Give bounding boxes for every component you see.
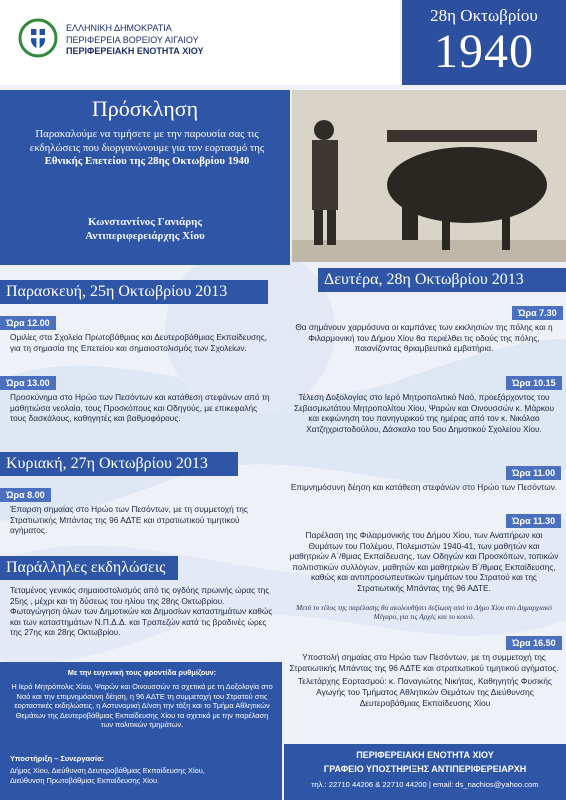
monday-time-5: Ώρα 16.50 (506, 636, 562, 650)
invitation-title: Πρόσκληση (91, 96, 199, 121)
invitation-text: Παρακαλούμε να τιμήσετε με την παρουσία σας τις εκδηλώσεις που διοργανώνουμε για τον εορτασμό της (29, 128, 265, 154)
parallel-banner: Παράλληλες εκδηλώσεις (0, 556, 178, 580)
gov-line-2: ΠΕΡΙΦΕΡΕΙΑ ΒΟΡΕΙΟΥ ΑΙΓΑΙΟΥ (66, 34, 199, 45)
ceremony-coordinator: Τελετάρχης Εορτασμού: κ. Παναγιώτης Νικήτας, Καθηγητής Φυσικής Αγωγής του Τμήματος Αθλητικών Θεμάτων της Διεύθυνσης Δευτεροβάθμιας Εκπαίδευσης Χίου (298, 676, 552, 708)
friday-event-2: Προσκύνημα στο Ηρώο των Πεσόντων και κατάθεση στεφάνων από τη μαθητιώσα νεολαία, τους Προσκόπους και Οδηγούς, με επικεφαλής τους δασκάλους, καθηγητές και βαθμοφόρους. (10, 392, 270, 424)
monday-time-3: Ώρα 11.00 (506, 466, 561, 480)
monday-time-2: Ώρα 10.15 (506, 376, 562, 390)
date-box (402, 0, 566, 85)
sunday-event-1: Έπαρση σημαίας στο Ηρώο των Πεσόντων, με τη συμμετοχή της Στρατιωτικής Μπάντας της 96 ΑΔΤΕ και στρατιωτικού τιμητικού αγήματος. (10, 504, 248, 536)
invitation-body (14, 128, 280, 169)
footer-line-2: ΓΡΑΦΕΙΟ ΥΠΟΣΤΗΡΙΞΗΣ ΑΝΤΙΠΕΡΙΦΕΡΕΙΑΡΧΗ (323, 764, 527, 774)
monday-time-1: Ώρα 7.30 (512, 306, 563, 320)
signature-name: Κωνσταντίνος Γανιάρης (87, 216, 203, 228)
monday-reception-note: Μετά το τέλος της παρέλασης θα ακολουθήσει δεξίωση από το Δήμο Χίου στο Δημαρχιακό Μέγαρο, για τις Αρχές και το κοινό. (296, 604, 552, 621)
invitation-signature (0, 216, 290, 243)
sunday-time-1: Ώρα 8.00 (0, 488, 51, 502)
signature-title: Αντιπεριφερειάρχης Χίου (85, 229, 205, 242)
monday-event-3: Επιμνημόσυνη δέηση και κατάθεση στεφάνων στο Ηρώο των Πεσόντων. (290, 482, 558, 492)
government-title (66, 23, 204, 58)
credits-intro: Με την ευγενική τους φροντίδα ρυθμίζουν: (67, 668, 217, 677)
friday-event-1: Ομιλίες στα Σχολεία Πρωτοβάθμιας και Δευτεροβάθμιας Εκπαίδευσης, για τη σημασία της Επετείου και σημαιοστολισμός των Σχολείων. (10, 332, 268, 353)
friday-time-1: Ώρα 12.00 (0, 316, 56, 330)
invitation-panel (0, 90, 290, 265)
historic-photo (292, 90, 566, 262)
greek-coat-of-arms-icon (18, 18, 58, 58)
contact-footer (284, 744, 566, 800)
parallel-text: Τεταμένος γενικός σημαιοστολισμός από τις ογδόης πρωινής ώρας της 25ης , μέχρι και τη δύσεως του ηλίου της 28ης Οκτωβρίου. Φωταγώγηση όλων των Δημοτικών και Δημοσίων καταστημάτων καθώς και των καταστημάτων Ν.Π.Δ.Δ. και Τραπεζών κατά τις βραδινές ώρες της 27ης και 28ης Οκτωβρίου. (10, 585, 273, 638)
monday-event-5: Υποστολή σημαίας στο Ηρώο των Πεσόντων, με τη συμμετοχή της Στρατιωτικής Μπάντας της 96 ΑΔΤΕ και στρατιωτικού τιμητικού αγήματος. (289, 652, 559, 673)
invitation-event: Εθνικής Επετείου της 28ης Οκτωβρίου 1940 (44, 155, 250, 167)
monday-event-2: Τέλεση Δοξολογίας στο Ιερό Μητροπολιτικό Ναό, προεξάρχοντος του Σεβασμιωτάτου Μητροπολίτου Χίου, Ψαρών και Οινουσσών κ. Μάρκου και εκφώνηση του πανηγυρικού της ημέρας από τον κ. Νικόλαο Χατζηχριστοδούλου, Δάσκαλο του 5ου Δημοτικού Σχολείου Χίου. (293, 392, 555, 434)
credits-panel (0, 662, 282, 800)
gov-line-3: ΠΕΡΙΦΕΡΕΙΑΚΗ ΕΝΟΤΗΤΑ ΧΙΟΥ (66, 46, 204, 56)
footer-line-1: ΠΕΡΙΦΕΡΕΙΑΚΗ ΕΝΟΤΗΤΑ ΧΙΟΥ (356, 750, 494, 760)
monday-event-1: Θα σημάνουν χαρμόσυνα οι καμπάνες των εκκλησιών της πόλης και η Φιλαρμονική του Δήμου Χίου θα περιέλθει τις οδούς της πόλης, παιανίζοντας θριαμβευτικά εμβατήρια. (295, 322, 553, 354)
support-title: Υποστήριξη – Συνεργασία: (10, 754, 105, 763)
gov-line-1: ΕΛΛΗΝΙΚΗ ΔΗΜΟΚΡΑΤΙΑ (66, 23, 172, 33)
date-year: 1940 (434, 25, 534, 78)
friday-time-2: Ώρα 13.00 (0, 376, 56, 390)
support-line-2: Διεύθυνση Πρωτοβάθμιας Εκπαίδευσης Χίου. (10, 776, 160, 785)
credits-text: Η Ιερά Μητρόπολις Χίου, Ψαρών και Οινουσσών τα σχετικά με τη Δοξολογία στο Ναό και την επιμνημόσυνη δέηση, η 96 ΑΔΤΕ τη συμμετοχή του Στρατού στις εορταστικές εκδηλώσεις, η Αστυνομική Δ/νση την τάξη και το Τμήμα Αθλητικών Θεμάτων της Δευτεροβάθμιας Εκπαίδευσης Χίου τα σχετικά με την παρέλαση των πολιτικών τμημάτων. (11, 682, 273, 730)
date-day: 28η Οκτωβρίου (430, 6, 538, 25)
monday-event-4: Παρέλαση της Φιλαρμονικής του Δήμου Χίου, των Αναπήρων και Θυμάτων του Πολέμου, Πολεμιστών 1940-41, των μαθητών και μαθητριών Α΄/θμιας Εκπαίδευσης, των Οδηγών και Προσκόπων, τοπικών πολιτιστικών συλλόγων, μαθητών και μαθητριών Β΄/θμιας Εκπαίδευσης, καθώς και αντιπροσωπευτικών τμημάτων του Στρατού και της Στρατιωτικής Μπάντας της 96 ΑΔΤΕ. (289, 530, 559, 593)
monday-banner: Δευτέρα, 28η Οκτωβρίου 2013 (318, 268, 566, 292)
sunday-banner: Κυριακή, 27η Οκτωβρίου 2013 (0, 452, 238, 476)
support-line-1: Δήμος Χίου, Διεύθυνση Δευτεροβάθμιας Εκπαίδευσης Χίου, (10, 766, 205, 775)
footer-contact: τηλ.: 22710 44206 & 22710 44200 | email: ds_nachios@yahoo.com (311, 780, 539, 789)
friday-banner: Παρασκευή, 25η Οκτωβρίου 2013 (0, 280, 268, 304)
monday-time-4: Ώρα 11.30 (506, 514, 561, 528)
